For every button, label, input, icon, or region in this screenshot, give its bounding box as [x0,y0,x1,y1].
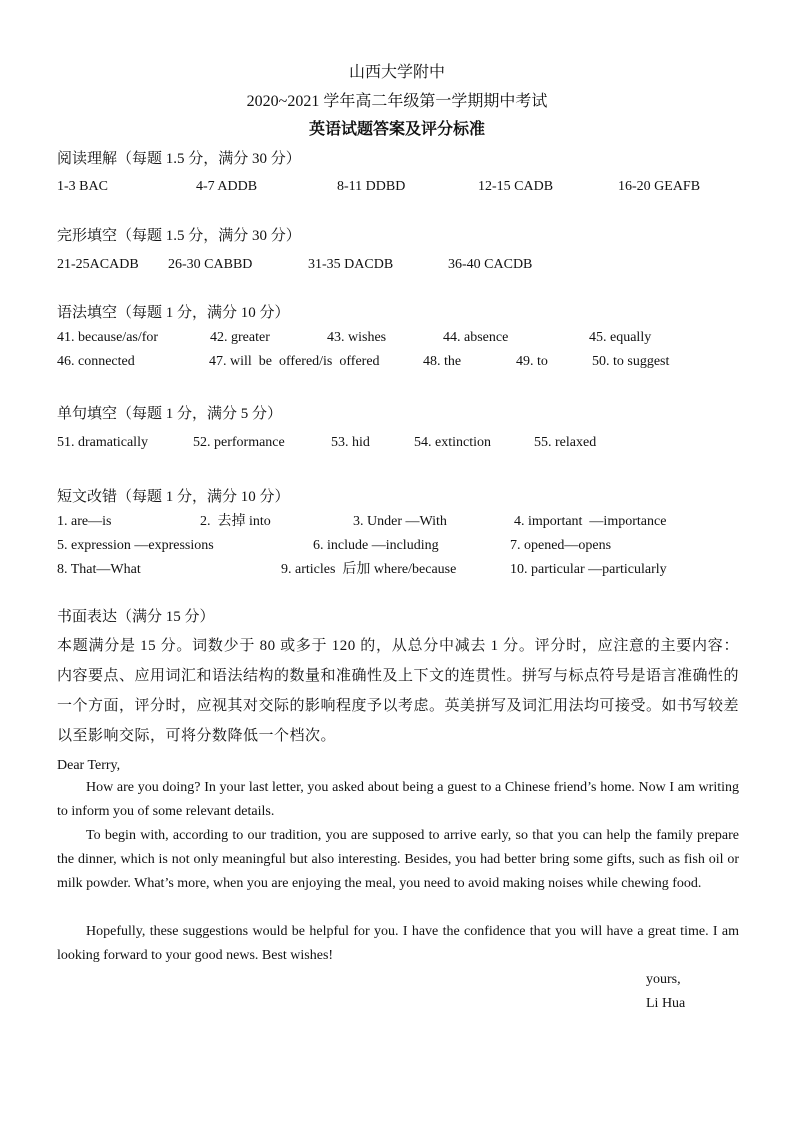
word-fill-answer: 52. performance [193,435,285,450]
grammar-answer: 49. to [516,354,548,369]
exam-title: 2020~2021 学年高二年级第一学期期中考试 [246,93,548,110]
letter-paragraph: How are you doing? In your last letter, you asked about being a guest to a Chinese friend’s home. Now I am writing to inform you of some relevant details. [57,780,739,819]
writing-heading: 书面表达（满分 15 分） [57,609,215,625]
grammar-answer: 42. greater [210,330,270,345]
correction-answer: 6. include —including [313,538,439,553]
correction-answer: 5. expression —expressions [57,538,214,553]
grammar-answer: 46. connected [57,354,135,369]
cloze-answer: 21-25ACADB [57,257,139,272]
cloze-heading: 完形填空（每题 1.5 分，满分 30 分） [57,228,301,244]
cloze-answer: 31-35 DACDB [308,257,394,272]
reading-heading: 阅读理解（每题 1.5 分，满分 30 分） [57,151,301,167]
letter-greeting: Dear Terry, [57,758,121,773]
writing-rubric: 本题满分是 15 分。词数少于 80 或多于 120 的，从总分中减去 1 分。评分时，应注意的主要内容：内容要点、应用词汇和语法结构的数量和准确性及上下文的连贯性。拼写与标点符号是语言准确性的一个方面，评分时，应视其对交际的影响程度予以考虑。英美拼写及词汇用法均可接受。如书写较差以至影响交际，可将分数降低一个档次。 [57,638,740,744]
word-fill-answer: 54. extinction [414,435,491,450]
correction-answer: 3. Under —With [353,514,447,529]
correction-answer: 1. are—is [57,514,112,529]
reading-answer: 4-7 ADDB [196,179,258,194]
grammar-answer: 43. wishes [327,330,387,345]
correction-answer: 2. 去掉 into [200,514,271,529]
correction-answer: 10. particular —particularly [510,562,667,577]
reading-answer: 16-20 GEAFB [618,179,701,194]
page-title: 英语试题答案及评分标准 [308,121,485,138]
grammar-answer: 45. equally [589,330,652,345]
cloze-answer: 26-30 CABBD [168,257,253,272]
reading-answer: 1-3 BAC [57,179,108,194]
reading-answer: 12-15 CADB [478,179,554,194]
grammar-answer: 41. because/as/for [57,330,159,345]
word-fill-heading: 单句填空（每题 1 分，满分 5 分） [57,406,283,422]
correction-answer: 8. That—What [57,562,141,577]
school-name: 山西大学附中 [348,64,445,81]
grammar-answer: 48. the [423,354,462,369]
letter-paragraph: Hopefully, these suggestions would be helpful for you. I have the confidence that you will have a great time. I am looking forward to your good news. Best wishes! [57,924,739,963]
grammar-answer: 50. to suggest [592,354,670,369]
reading-answer: 8-11 DDBD [337,179,406,194]
correction-answer: 7. opened—opens [510,538,612,553]
letter-signature: Li Hua [646,996,686,1011]
letter-paragraph: To begin with, according to our tradition, you are supposed to arrive early, so that you can help the family prepare the dinner, which is not only meaningful but also interesting. Besides, you had better bring some gifts, such as fish oil or milk powder. What’s more, when you are enjoying the meal, you need to avoid making noises while chewing food. [57,828,739,891]
word-fill-answer: 55. relaxed [534,435,597,450]
letter-closing: yours, [646,972,681,987]
grammar-answer: 47. will be offered/is offered [209,354,380,369]
correction-heading: 短文改错（每题 1 分，满分 10 分） [57,489,290,505]
correction-answer: 4. important —importance [514,514,667,529]
correction-answer: 9. articles 后加 where/because [281,562,457,577]
word-fill-answer: 51. dramatically [57,435,148,450]
word-fill-answer: 53. hid [331,435,370,450]
grammar-answer: 44. absence [443,330,509,345]
cloze-answer: 36-40 CACDB [448,257,533,272]
grammar-heading: 语法填空（每题 1 分，满分 10 分） [57,305,290,321]
